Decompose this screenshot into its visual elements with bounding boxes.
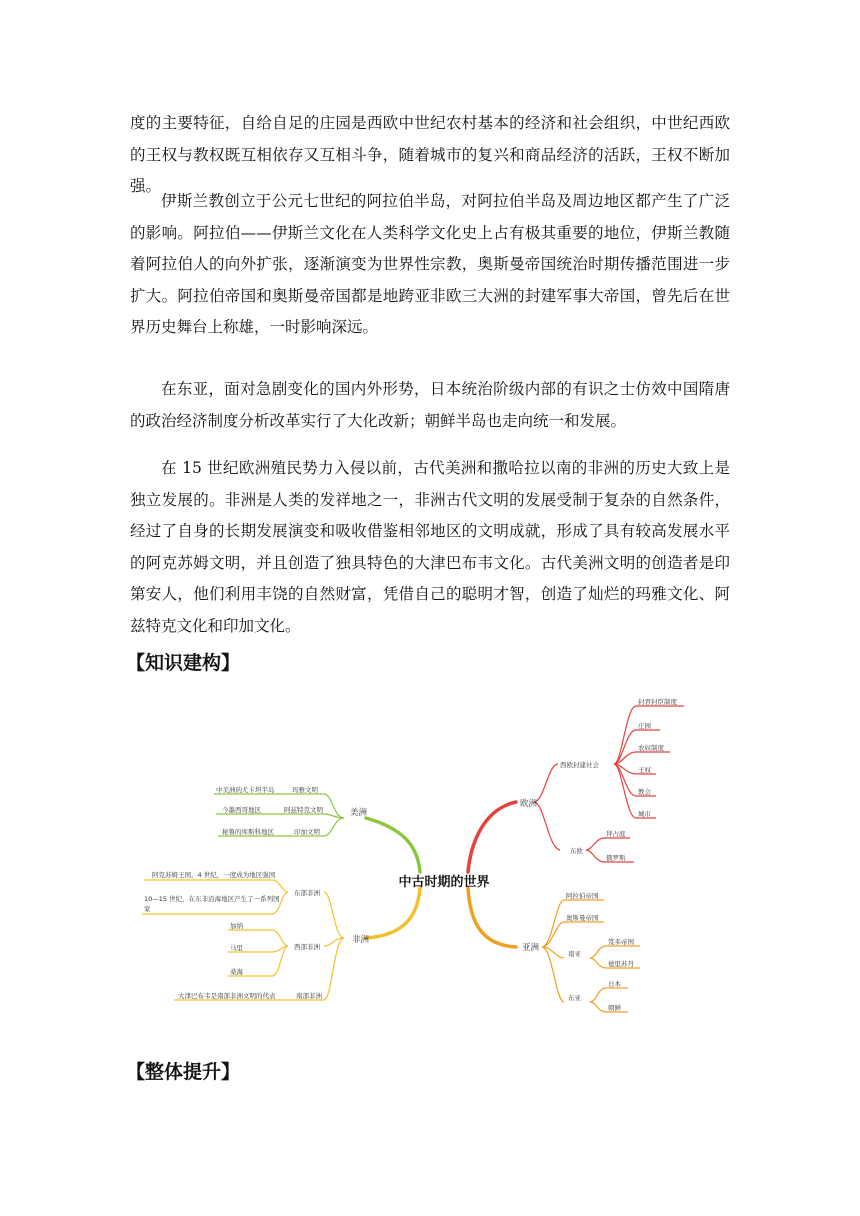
node-west-africa-item: 加纳: [230, 922, 243, 930]
mindmap-center-title: 中古时期的世界: [398, 875, 490, 890]
paragraph-east-asia: 在东亚，面对急剧变化的国内外形势，日本统治阶级内部的有识之士仿效中国隋唐的政治经济制度分析改革实行了大化改新；朝鲜半岛也走向统一和发展。: [130, 380, 730, 430]
node-east-europe-item: 俄罗斯: [606, 854, 626, 862]
node-east-asia: 东亚: [568, 994, 581, 1002]
node-west-europe-item: 城市: [638, 810, 651, 818]
node-east-asia-item: 日本: [608, 980, 621, 988]
branch-europe: [468, 802, 516, 872]
node-west-africa-item: 桑海: [230, 968, 243, 976]
node-east-africa: 东部非洲: [294, 889, 320, 897]
node-america-region: 今墨西哥地区: [222, 806, 261, 814]
node-east-africa-note: 家: [144, 905, 151, 913]
mind-map: [128, 690, 728, 1030]
node-south-asia-item: 德里苏丹: [608, 960, 634, 968]
node-america-civ: 阿兹特克文明: [284, 806, 323, 814]
branch-asia: [468, 888, 516, 947]
node-south-africa-note: 大津巴布韦是南部非洲文明的代表: [178, 992, 276, 1000]
node-west-europe-item: 封君封臣制度: [638, 698, 677, 706]
paragraph-islam: 伊斯兰教创立于公元七世纪的阿拉伯半岛，对阿拉伯半岛及周边地区都产生了广泛的影响。阿拉伯——伊斯兰文化在人类科学文化史上占有极其重要的地位，伊斯兰教随着阿拉伯人的向外扩张，逐渐演变为世界性宗教，奥斯曼帝国统治时期传播范围进一步扩大。阿拉伯帝国和奥斯曼帝国都是地跨亚非欧三大洲的封建军事大帝国，曾先后在世界历史舞台上称雄，一时影响深远。: [130, 192, 730, 336]
node-east-africa-note: 阿克苏姆王国，4 世纪，一度成为地区强国: [152, 871, 276, 879]
heading-knowledge-construction: 【知识建构】: [126, 652, 241, 674]
node-asia-item: 阿拉伯帝国: [566, 892, 599, 900]
node-west-europe-item: 教会: [638, 788, 651, 796]
node-east-africa-note: 10—15 世纪，在东非沿海地区产生了一系列国: [144, 895, 280, 903]
node-asia-item: 奥斯曼帝国: [566, 914, 599, 922]
node-america-civ: 印加文明: [294, 828, 320, 836]
branch-america: [366, 818, 420, 872]
node-america-region: 中美洲的尤卡坦半岛: [216, 786, 275, 794]
paragraph-africa-america: 在 15 世纪欧洲殖民势力入侵以前，古代美洲和撒哈拉以南的非洲的历史大致上是独立发展的。非洲是人类的发祥地之一，非洲古代文明的发展受制于复杂的自然条件，经过了自身的长期发展演变和吸收借鉴相邻地区的文明成就，形成了具有较高发展水平的阿克苏姆文明，并且创造了独具特色的大津巴布韦文化。古代美洲文明的创造者是印第安人，他们利用丰饶的自然财富，凭借自己的聪明才智，创造了灿烂的玛雅文化、阿兹特克文化和印加文化。: [130, 459, 730, 635]
branch-africa: [366, 888, 420, 938]
node-west-europe-item: 农奴制度: [638, 744, 664, 752]
node-america-civ: 玛雅文明: [292, 786, 318, 794]
node-america-region: 秘鲁的库斯科地区: [222, 828, 274, 836]
node-east-europe-item: 拜占庭: [606, 830, 626, 838]
node-east-europe: 东欧: [570, 847, 583, 855]
heading-overall-improvement: 【整体提升】: [126, 1061, 241, 1083]
paragraph-feudal-europe: 度的主要特征，自给自足的庄园是西欧中世纪农村基本的经济和社会组织，中世纪西欧的王权与教权既互相依存又互相斗争，随着城市的复兴和商品经济的活跃，王权不断加强。: [130, 114, 730, 195]
node-west-europe: 西欧封建社会: [560, 761, 599, 769]
node-south-asia-item: 笈多帝国: [608, 938, 634, 946]
node-africa: 非洲: [352, 935, 370, 945]
node-west-africa: 西部非洲: [294, 943, 320, 951]
node-west-europe-item: 王权: [638, 766, 651, 774]
node-south-asia: 南亚: [568, 950, 581, 958]
node-europe: 欧洲: [520, 799, 538, 809]
node-south-africa: 南部非洲: [296, 992, 322, 1000]
node-east-asia-item: 朝鲜: [608, 1004, 621, 1012]
node-west-africa-item: 马里: [230, 944, 243, 952]
node-west-europe-item: 庄园: [638, 722, 651, 730]
node-asia: 亚洲: [522, 943, 540, 953]
node-america: 美洲: [350, 808, 368, 818]
